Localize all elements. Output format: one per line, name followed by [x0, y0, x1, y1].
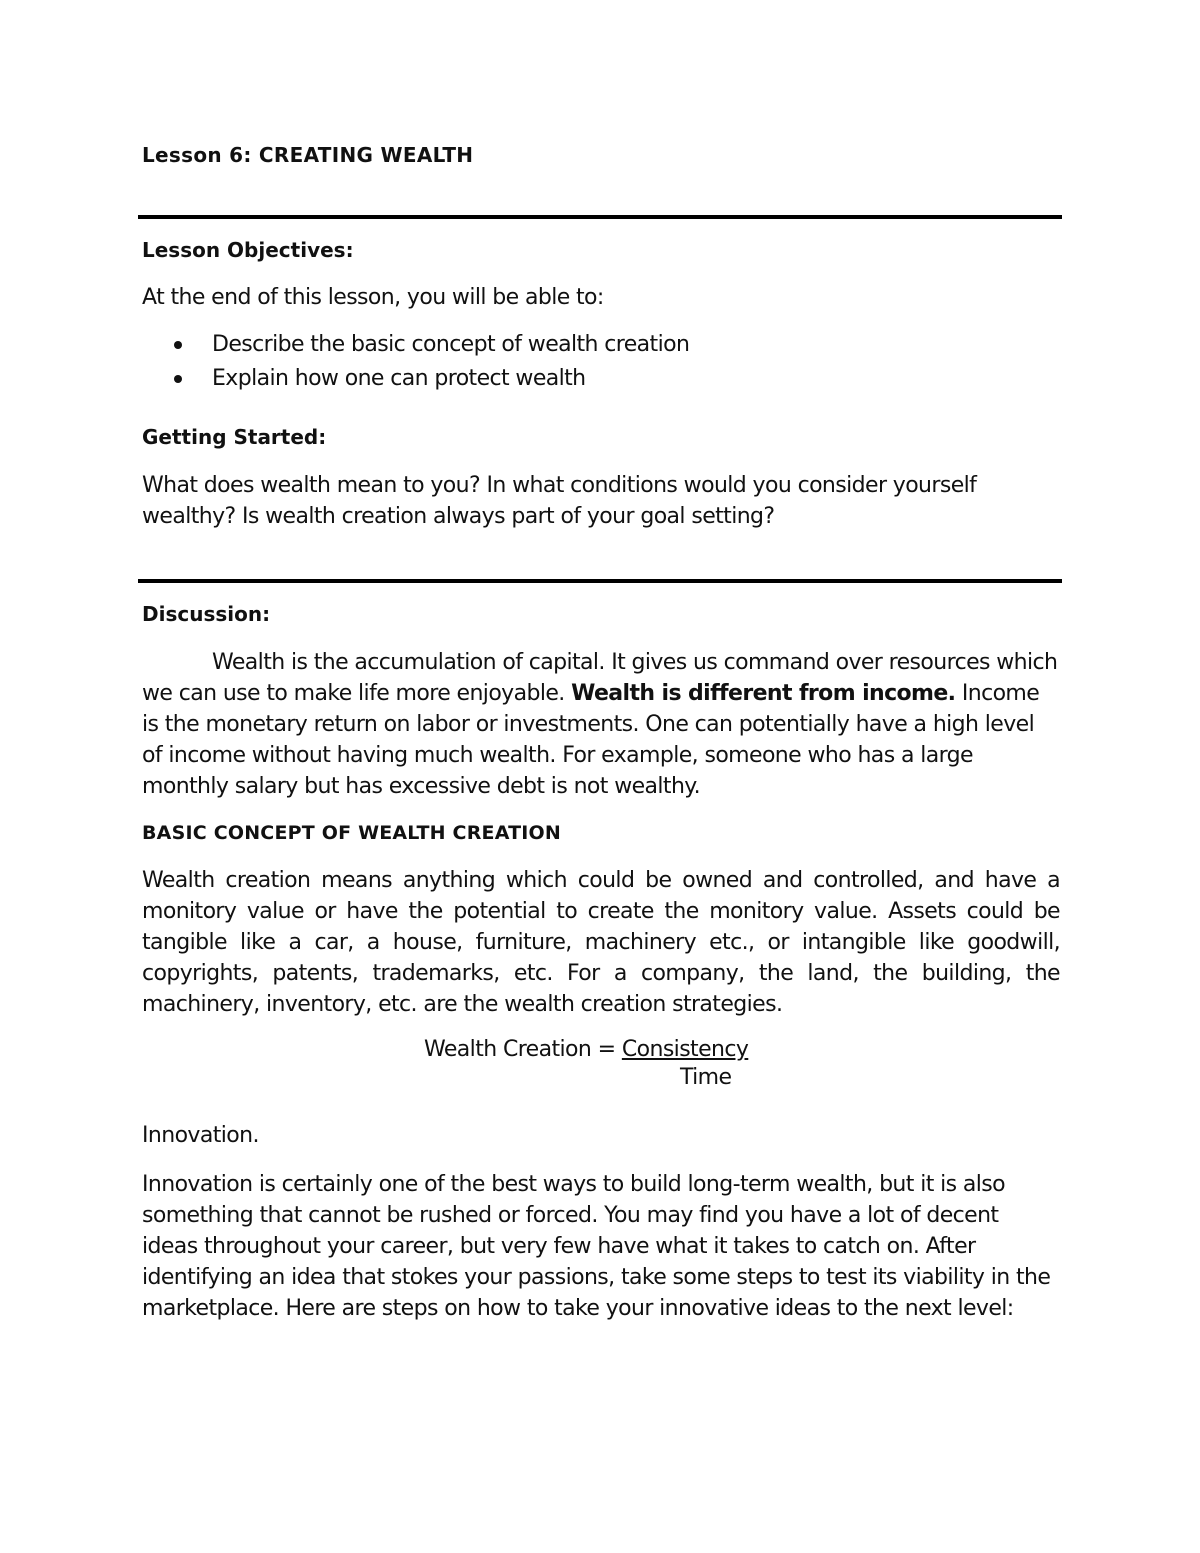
- lesson-title: Lesson 6: CREATING WEALTH: [142, 143, 474, 167]
- discussion-text-start: Wealth is the accumulation of capital. It gives us command over resources which we can use to make life more enjoyable.: [142, 650, 1058, 706]
- objective-text: Explain how one can protect wealth: [212, 366, 586, 391]
- innovation-label: Innovation.: [142, 1123, 259, 1148]
- bullet-icon: [174, 341, 182, 349]
- discussion-emphasis: Wealth is different from income.: [571, 681, 956, 706]
- objective-item: [142, 362, 689, 396]
- innovation-paragraph: Innovation is certainly one of the best ways to build long-term wealth, but it is also something that cannot be rushed or forced. You may find you have a lot of decent ideas throughout your career, but very few have what it takes to catch on. After identifying an idea that stokes your passions, take some steps to test its viability in the marketplace. Here are steps on how to take your innovative ideas to the next level:: [142, 1172, 1051, 1321]
- objective-item: [142, 328, 689, 362]
- formula-numerator: Consistency: [621, 1037, 749, 1062]
- discussion-text-end: Income is the monetary return on labor or investments. One can potentially have a high level of income without having much wealth. For example, someone who has a large monthly salary but has excessive debt is not wealthy.: [142, 681, 1040, 799]
- discussion-paragraph: [142, 647, 1060, 802]
- getting-started-heading: Getting Started:: [142, 425, 327, 449]
- wealth-formula: [424, 1037, 748, 1062]
- getting-started-text: What does wealth mean to you? In what conditions would you consider yourself wealthy? Is wealth creation always part of your goal setting?: [142, 473, 977, 529]
- formula-lhs: Wealth Creation =: [424, 1037, 622, 1062]
- objectives-heading: Lesson Objectives:: [142, 238, 354, 262]
- section-divider-middle: [138, 579, 1062, 583]
- section-divider-top: [138, 215, 1062, 219]
- basic-concept-heading: BASIC CONCEPT OF WEALTH CREATION: [142, 822, 562, 844]
- discussion-heading: Discussion:: [142, 602, 271, 626]
- bullet-icon: [174, 375, 182, 383]
- objective-text: Describe the basic concept of wealth creation: [212, 332, 690, 357]
- objectives-intro: At the end of this lesson, you will be able to:: [142, 285, 604, 310]
- objectives-list: [142, 328, 689, 396]
- basic-concept-paragraph: Wealth creation means anything which could be owned and controlled, and have a monitory value or have the potential to create the monitory value. Assets could be tangible like a car, a house, furniture, machinery etc., or intangible like goodwill, copyrights, patents, trademarks, etc. For a company, the land, the building, the machinery, inventory, etc. are the wealth creation strategies.: [142, 868, 1060, 1017]
- formula-denominator: Time: [680, 1065, 732, 1090]
